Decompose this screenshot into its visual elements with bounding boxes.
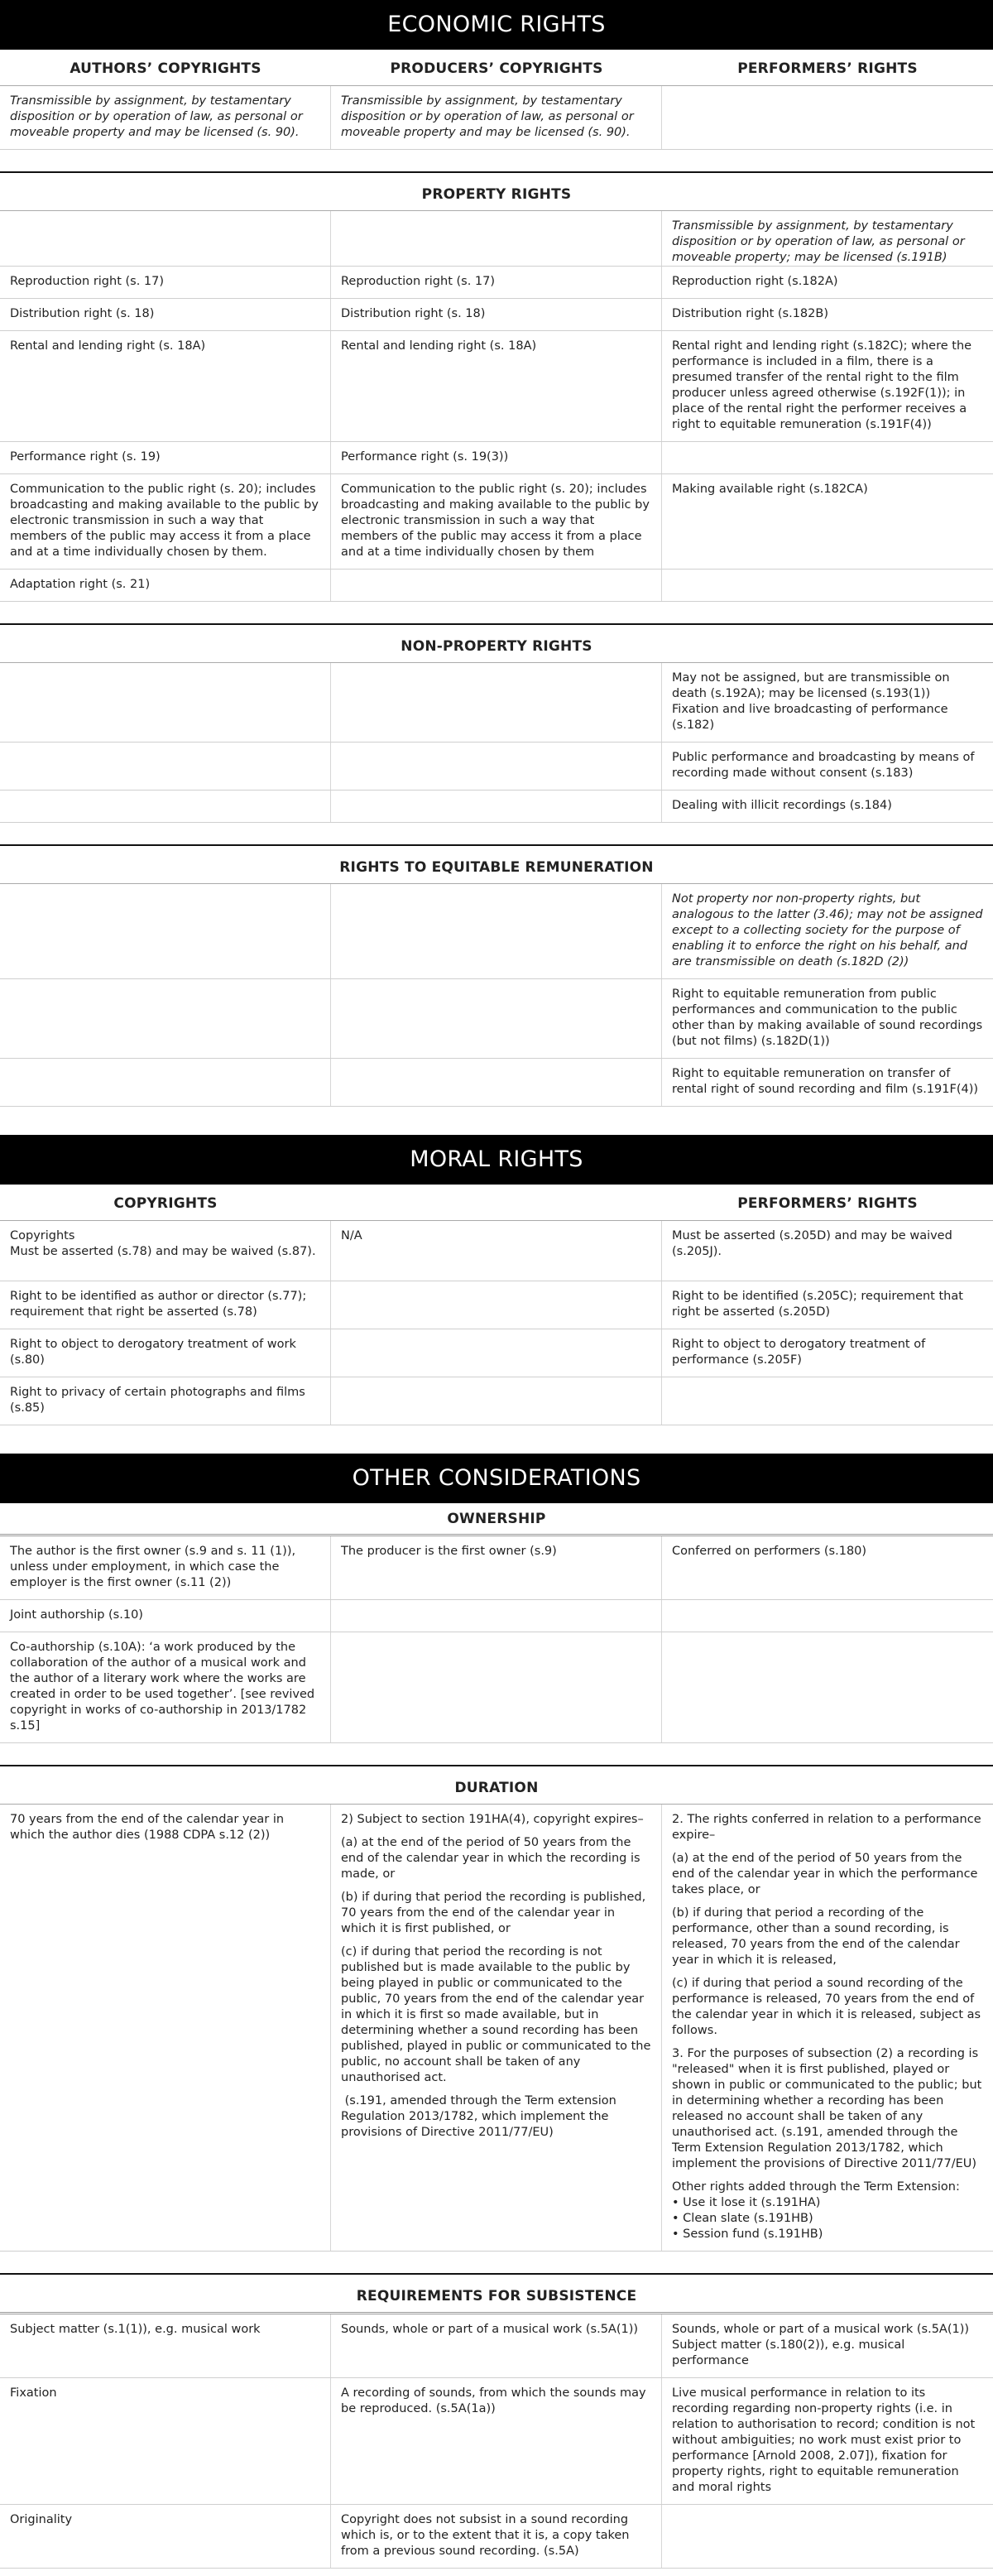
table-row <box>0 1059 993 1107</box>
cell: Communication to the public right (s. 20); includes broadcasting and making available to the public by electronic transmission in such a way that members of the public may access it from a place and at a time individually chosen by them. <box>0 474 331 569</box>
cell: Communication to the public right (s. 20); includes broadcasting and making available to the public by electronic transmission in such a way that members of the public may access it from a place and at a time individually chosen by them <box>331 474 662 569</box>
table-row <box>0 791 993 823</box>
table-row <box>0 299 993 331</box>
table-row <box>0 267 993 299</box>
cell: Right to equitable remuneration on transfer of rental right of sound recording and film (s.191F(4)) <box>672 1067 979 1096</box>
table-row <box>0 570 993 602</box>
cell: Rental and lending right (s. 18A) <box>0 331 331 441</box>
economic-rights-banner: ECONOMIC RIGHTS <box>0 0 993 50</box>
duration-paragraph: (b) if during that period the recording is published, 70 years from the end of the calendar year in which it is first published, or <box>341 1891 646 1935</box>
cell: Reproduction right (s. 17) <box>0 267 331 298</box>
table-row <box>0 1329 993 1377</box>
cell: Distribution right (s. 18) <box>0 299 331 330</box>
cell: Fixation <box>0 2378 331 2504</box>
cell <box>662 570 993 601</box>
cell: Right to privacy of certain photographs and films (s.85) <box>0 1377 331 1425</box>
table-row <box>0 884 993 979</box>
cell: Must be asserted (s.205D) and may be waived (s.205J). <box>672 1229 952 1258</box>
cell: Co-authorship (s.10A): ‘a work produced by the collaboration of the author of a musical work and the author of a literary work where the works are created in order to be used together’. [see revived copyright in works of co-authorship in 2013/1782 s.15] <box>0 1632 331 1742</box>
cell <box>331 570 662 601</box>
cell: Right to equitable remuneration from public performances and communication to the public other than by making available of sound recordings (but not films) (s.182D(1)) <box>672 988 983 1048</box>
duration-paragraph: (b) if during that period a recording of the performance, other than a sound recording, is released, 70 years from the end of the calendar year in which it is released, <box>672 1906 960 1967</box>
cell: Reproduction right (s.182A) <box>672 275 838 288</box>
property-rights-heading: PROPERTY RIGHTS <box>0 171 993 211</box>
cell: Not property nor non-property rights, but analogous to the latter (3.46); may not be assigned except to a collecting society for the purpose of enabling it to enforce the right on his behalf, and are transmissible on death (s.182D (2)) <box>672 892 983 968</box>
cell: Copyright does not subsist in a sound recording which is, or to the extent that it is, a copy taken from a previous sound recording. (s.5A) <box>331 2505 662 2568</box>
cell <box>662 1632 993 1742</box>
spacer <box>0 1743 993 1765</box>
cell <box>0 884 331 978</box>
cell <box>331 1600 662 1632</box>
spacer <box>0 1425 993 1454</box>
cell <box>662 2505 993 2568</box>
table-row <box>0 474 993 570</box>
duration-heading: DURATION <box>0 1765 993 1805</box>
duration-row <box>0 1805 993 2252</box>
duration-paragraph: 2) Subject to section 191HA(4), copyright expires– <box>341 1813 644 1826</box>
spacer <box>0 823 993 844</box>
table-row <box>0 331 993 442</box>
table-row <box>0 663 993 743</box>
table-row <box>0 1281 993 1329</box>
subsistence-heading: REQUIREMENTS FOR SUBSISTENCE <box>0 2273 993 2314</box>
header-empty <box>331 1185 662 1220</box>
cell: Transmissible by assignment, by testamentary disposition or by operation of law, as personal or moveable property and may be licensed (s. 90). <box>331 86 662 149</box>
table-row <box>0 2505 993 2569</box>
cell: Transmissible by assignment, by testamentary disposition or by operation of law, as personal or moveable property and may be licensed (s. 90). <box>0 86 331 149</box>
duration-paragraph: (c) if during that period a sound recording of the performance is released, 70 years from the end of the calendar year in which it is released, subject as follows. <box>672 1977 981 2037</box>
ownership-heading: OWNERSHIP <box>0 1503 993 1536</box>
non-property-rights-heading: NON-PROPERTY RIGHTS <box>0 623 993 663</box>
header-performers-rights: PERFORMERS’ RIGHTS <box>737 1195 918 1212</box>
cell: Public performance and broadcasting by means of recording made without consent (s.183) <box>672 751 975 780</box>
cell: The producer is the first owner (s.9) <box>331 1536 662 1599</box>
cell <box>0 791 331 822</box>
table-row <box>0 442 993 474</box>
duration-paragraph: 3. For the purposes of subsection (2) a recording is "released" when it is first published, played or shown in public or communicated to the public; but in determining whether a recording has been released no account shall be taken of any unauthorised act. (s.191, amended through the Term Extension Regulation 2013/1782, which implement the provisions of Directive 2011/77/EU) <box>672 2047 982 2170</box>
cell: Adaptation right (s. 21) <box>0 570 331 601</box>
header-producers-copyrights: PRODUCERS’ COPYRIGHTS <box>390 60 603 77</box>
cell: Originality <box>0 2505 331 2568</box>
cell <box>0 1059 331 1106</box>
cell <box>331 1632 662 1742</box>
cell: Making available right (s.182CA) <box>672 483 868 496</box>
duration-paragraph: 2. The rights conferred in relation to a performance expire– <box>672 1813 981 1842</box>
cell: Live musical performance in relation to its recording regarding non-property rights (i.e. in relation to authorisation to record; condition is not without ambiguities; no work must exist prior to performance [Arnold 2008, 2.07]), fixation for property rights, right to equitable remuneration and moral rights <box>672 2386 976 2494</box>
cell: Right to be identified as author or director (s.77); requirement that right be asserted (s.78) <box>0 1281 331 1329</box>
cell: Conferred on performers (s.180) <box>672 1545 867 1558</box>
cell <box>662 86 993 149</box>
cell <box>331 211 662 266</box>
cell: Sounds, whole or part of a musical work (s.5A(1)) Subject matter (s.180(2)), e.g. musical performance <box>672 2323 970 2367</box>
economic-column-headers <box>0 50 993 86</box>
economic-intro-row <box>0 86 993 150</box>
cell <box>0 211 331 266</box>
cell: The author is the first owner (s.9 and s. 11 (1)), unless under employment, in which case the employer is the first owner (s.11 (2)) <box>0 1536 331 1599</box>
duration-paragraph: Other rights added through the Term Extension: • Use it lose it (s.191HA) • Clean slate (s.191HB) • Session fund (s.191HB) <box>672 2180 960 2241</box>
cell <box>662 442 993 473</box>
cell: Transmissible by assignment, by testamentary disposition or by operation of law, as personal or moveable property; may be licensed (s.191B) <box>672 219 965 264</box>
table-row <box>0 1221 993 1281</box>
duration-paragraph: (c) if during that period the recording is not published but is made available to the public by being played in public or communicated to the public, 70 years from the end of the calendar year in which it is first so made available, but in determining whether a sound recording has been published, played in public or communicated to the public, no account shall be taken of any unauthorised act. <box>341 1945 651 2084</box>
header-copyrights: COPYRIGHTS <box>113 1195 218 1212</box>
cell: A recording of sounds, from which the sounds may be reproduced. (s.5A(1a)) <box>331 2378 662 2504</box>
cell <box>331 979 662 1058</box>
cell <box>331 743 662 790</box>
cell <box>662 1600 993 1632</box>
spacer <box>0 150 993 171</box>
spacer <box>0 602 993 623</box>
cell <box>0 979 331 1058</box>
cell <box>331 1281 662 1329</box>
cell <box>0 663 331 742</box>
header-performers-rights: PERFORMERS’ RIGHTS <box>737 60 918 77</box>
table-row <box>0 1377 993 1425</box>
cell: Performance right (s. 19(3)) <box>331 442 662 473</box>
table-row <box>0 743 993 791</box>
cell: Performance right (s. 19) <box>0 442 331 473</box>
cell: Sounds, whole or part of a musical work (s.5A(1)) <box>331 2314 662 2377</box>
cell: Right to object to derogatory treatment of performance (s.205F) <box>672 1338 926 1367</box>
cell: Dealing with illicit recordings (s.184) <box>672 799 892 812</box>
cell <box>662 1377 993 1425</box>
duration-paragraph: (a) at the end of the period of 50 years from the end of the calendar year in which the recording is made, or <box>341 1836 640 1881</box>
cell: Copyrights Must be asserted (s.78) and may be waived (s.87). <box>0 1221 331 1281</box>
spacer <box>0 1107 993 1135</box>
cell: Right to object to derogatory treatment of work (s.80) <box>0 1329 331 1377</box>
table-row <box>0 979 993 1059</box>
cell: Joint authorship (s.10) <box>0 1600 331 1632</box>
duration-paragraph: (s.191, amended through the Term extension Regulation 2013/1782, which implement the provisions of Directive 2011/77/EU) <box>341 2094 621 2139</box>
cell: May not be assigned, but are transmissible on death (s.192A); may be licensed (s.193(1)) Fixation and live broadcasting of performance (s.182) <box>672 671 950 732</box>
cell <box>331 791 662 822</box>
other-considerations-banner: OTHER CONSIDERATIONS <box>0 1454 993 1503</box>
cell: Distribution right (s. 18) <box>331 299 662 330</box>
cell <box>331 1059 662 1106</box>
cell: 70 years from the end of the calendar year in which the author dies (1988 CDPA s.12 (2)) <box>0 1805 331 2251</box>
cell <box>662 1805 993 2251</box>
cell: Rental right and lending right (s.182C); where the performance is included in a film, there is a presumed transfer of the rental right to the film producer unless agreed otherwise (s.192F(1)); in place of the rental right the performer receives a right to equitable remuneration (s.191F(4)) <box>672 339 972 431</box>
cell: Subject matter (s.1(1)), e.g. musical work <box>0 2314 331 2377</box>
table-row <box>0 1536 993 1600</box>
cell: Reproduction right (s. 17) <box>331 267 662 298</box>
cell <box>0 743 331 790</box>
cell <box>331 884 662 978</box>
duration-paragraph: (a) at the end of the period of 50 years from the end of the calendar year in which the performance takes place, or <box>672 1852 978 1896</box>
table-row <box>0 211 993 267</box>
header-authors-copyrights: AUTHORS’ COPYRIGHTS <box>70 60 261 77</box>
equitable-remuneration-heading: RIGHTS TO EQUITABLE REMUNERATION <box>0 844 993 884</box>
spacer <box>0 2252 993 2273</box>
moral-column-headers <box>0 1185 993 1221</box>
cell <box>331 1805 662 2251</box>
table-row <box>0 1600 993 1632</box>
cell: Right to be identified (s.205C); requirement that right be asserted (s.205D) <box>672 1290 963 1319</box>
table-row <box>0 2378 993 2505</box>
cell <box>331 1377 662 1425</box>
cell <box>331 663 662 742</box>
cell: N/A <box>331 1221 662 1281</box>
cell: Rental and lending right (s. 18A) <box>331 331 662 441</box>
table-row <box>0 2314 993 2378</box>
moral-rights-banner: MORAL RIGHTS <box>0 1135 993 1185</box>
cell: Distribution right (s.182B) <box>672 307 828 320</box>
table-row <box>0 1632 993 1743</box>
cell <box>331 1329 662 1377</box>
